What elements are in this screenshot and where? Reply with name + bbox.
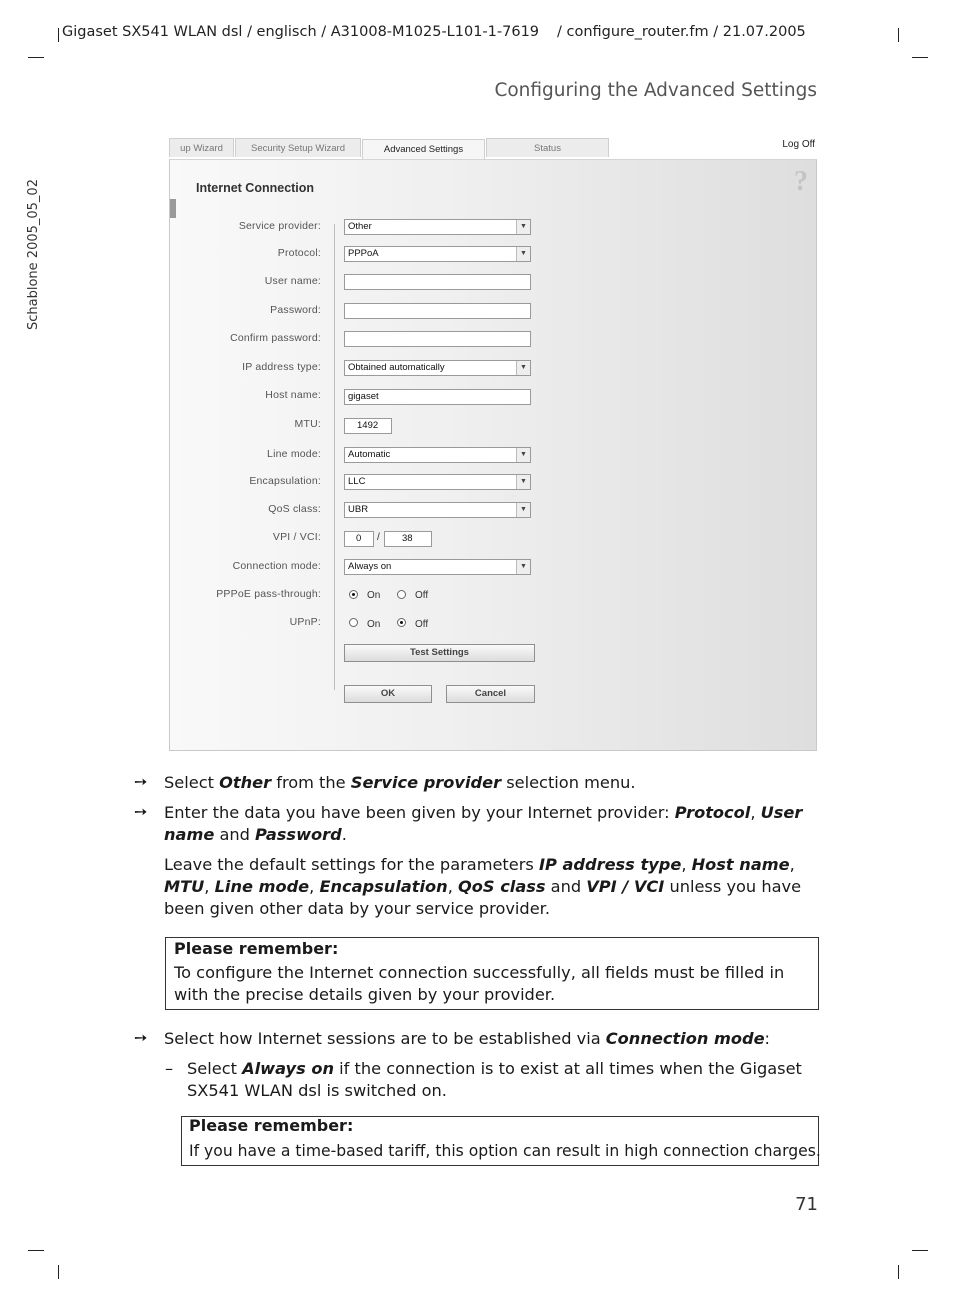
- term: Always on: [242, 1059, 335, 1078]
- term: MTU: [164, 877, 205, 896]
- remember-title: Please remember:: [174, 939, 339, 958]
- tab-status[interactable]: Status: [486, 138, 609, 157]
- dash-bullet: –: [165, 1059, 174, 1078]
- service-provider-value: Other: [348, 221, 372, 232]
- ip-address-type-label: IP address type:: [242, 361, 321, 373]
- chevron-down-icon: ▼: [516, 361, 530, 375]
- pppoe-off-label: Off: [415, 590, 429, 601]
- running-header-left: Gigaset SX541 WLAN dsl / englisch / A31008-M1025-L101-1-7619: [62, 24, 540, 40]
- qos-class-value: UBR: [348, 504, 369, 515]
- text: Leave the default settings for the parameters: [164, 855, 539, 874]
- crop-mark: [58, 1265, 59, 1279]
- chevron-down-icon: ▼: [516, 503, 530, 517]
- step-enter-data: [164, 802, 818, 846]
- term: Protocol: [674, 803, 751, 822]
- step-connection-mode: [164, 1028, 818, 1050]
- upnp-label: UPnP:: [289, 616, 321, 628]
- arrow-bullet-icon: ➙: [134, 772, 148, 791]
- crop-mark: [898, 28, 899, 42]
- tab-security-setup-wizard[interactable]: Security Setup Wizard: [235, 138, 361, 157]
- pppoe-on-radio[interactable]: [349, 590, 358, 599]
- text: ,: [750, 803, 761, 822]
- protocol-label: Protocol:: [277, 247, 321, 259]
- text: ,: [681, 855, 692, 874]
- remember-text: If you have a time-based tariff, this option can result in high connection charges.: [189, 1142, 821, 1160]
- router-ui-screenshot: [169, 137, 817, 751]
- text: selection menu.: [501, 773, 636, 792]
- text: and: [214, 825, 256, 844]
- text: Select how Internet sessions are to be established via: [164, 1029, 606, 1048]
- encapsulation-value: LLC: [348, 476, 366, 487]
- confirm-password-input[interactable]: [344, 331, 531, 347]
- crop-mark: [898, 1265, 899, 1279]
- text: unless you have been given other data by your service provider.: [164, 877, 802, 918]
- crop-mark: [28, 57, 44, 58]
- term: Encapsulation: [319, 877, 448, 896]
- host-name-input[interactable]: gigaset: [344, 389, 531, 405]
- password-input[interactable]: [344, 303, 531, 319]
- tab-advanced-settings[interactable]: Advanced Settings: [362, 139, 485, 159]
- service-provider-select[interactable]: [344, 219, 531, 235]
- line-mode-value: Automatic: [348, 449, 391, 460]
- upnp-off-label: Off: [415, 619, 429, 630]
- settings-panel: [169, 159, 817, 751]
- user-name-input[interactable]: [344, 274, 531, 290]
- chevron-down-icon: ▼: [516, 475, 530, 489]
- line-mode-label: Line mode:: [267, 448, 321, 460]
- text: .: [341, 825, 347, 844]
- option-always-on: [187, 1058, 819, 1102]
- term: Connection mode: [605, 1029, 765, 1048]
- line-mode-select[interactable]: [344, 447, 531, 463]
- chevron-down-icon: ▼: [516, 220, 530, 234]
- chevron-down-icon: ▼: [516, 247, 530, 261]
- panel-title: Internet Connection: [196, 181, 315, 195]
- template-label: Schablone 2005_05_02: [26, 179, 41, 330]
- chevron-down-icon: ▼: [516, 560, 530, 574]
- remember-box: [165, 937, 819, 1010]
- leave-defaults-paragraph: [164, 854, 818, 920]
- text: Select: [164, 773, 220, 792]
- pppoe-pass-through-label: PPPoE pass-through:: [216, 588, 321, 600]
- qos-class-label: QoS class:: [268, 503, 321, 515]
- confirm-password-label: Confirm password:: [230, 332, 321, 344]
- crop-mark: [912, 57, 928, 58]
- text: ,: [309, 877, 320, 896]
- password-label: Password:: [270, 304, 321, 316]
- remember-box: [181, 1116, 819, 1166]
- ip-address-type-value: Obtained automatically: [348, 362, 445, 373]
- scroll-marker: [170, 199, 176, 218]
- text: Select: [187, 1059, 243, 1078]
- arrow-bullet-icon: ➙: [134, 802, 148, 821]
- vpi-vci-separator: /: [377, 532, 380, 543]
- encapsulation-label: Encapsulation:: [249, 475, 321, 487]
- crop-mark: [912, 1250, 928, 1251]
- pppoe-off-radio[interactable]: [397, 590, 406, 599]
- term: Host name: [691, 855, 790, 874]
- log-off-link[interactable]: Log Off: [782, 139, 815, 150]
- vpi-vci-label: VPI / VCI:: [272, 531, 321, 543]
- remember-text: To configure the Internet connection successfully, all fields must be filled in with the precise details given by your provider.: [174, 963, 785, 1004]
- protocol-select[interactable]: [344, 246, 531, 262]
- text: ,: [204, 877, 215, 896]
- text: :: [764, 1029, 771, 1048]
- protocol-value: PPPoA: [348, 248, 379, 259]
- upnp-on-label: On: [367, 619, 381, 630]
- term: Password: [255, 825, 342, 844]
- running-header-right: / configure_router.fm / 21.07.2005: [557, 24, 806, 40]
- upnp-off-radio[interactable]: [397, 618, 406, 627]
- mtu-input[interactable]: 1492: [344, 418, 392, 434]
- text: Enter the data you have been given by your Internet provider:: [164, 803, 675, 822]
- text: and: [545, 877, 587, 896]
- encapsulation-select[interactable]: [344, 474, 531, 490]
- step-select-other: [164, 772, 818, 794]
- crop-mark: [58, 28, 59, 42]
- text: from the: [271, 773, 351, 792]
- vci-input[interactable]: 38: [384, 531, 432, 547]
- user-name-label: User name:: [264, 275, 321, 287]
- term: VPI / VCI: [586, 877, 665, 896]
- ip-address-type-select[interactable]: [344, 360, 531, 376]
- host-name-label: Host name:: [265, 389, 321, 401]
- connection-mode-value: Always on: [348, 561, 392, 572]
- test-settings-button[interactable]: Test Settings: [344, 644, 535, 662]
- cancel-button[interactable]: Cancel: [446, 685, 535, 703]
- section-title: Configuring the Advanced Settings: [494, 80, 817, 101]
- tab-bar: [169, 137, 817, 158]
- arrow-bullet-icon: ➙: [134, 1028, 148, 1047]
- service-provider-label: Service provider:: [238, 220, 321, 232]
- crop-mark: [28, 1250, 44, 1251]
- vpi-input[interactable]: 0: [344, 531, 374, 547]
- qos-class-select[interactable]: [344, 502, 531, 518]
- connection-mode-label: Connection mode:: [232, 560, 321, 572]
- term: Service provider: [350, 773, 502, 792]
- connection-mode-select[interactable]: [344, 559, 531, 575]
- term: User name: [164, 803, 803, 844]
- term: Line mode: [214, 877, 310, 896]
- text: if the connection is to exist at all times when the Gigaset SX541 WLAN dsl is switched on.: [187, 1059, 802, 1100]
- remember-title: Please remember:: [189, 1116, 354, 1135]
- tab-setup-wizard[interactable]: up Wizard: [169, 138, 234, 157]
- term: IP address type: [538, 855, 682, 874]
- page-number: 71: [795, 1194, 818, 1215]
- ok-button[interactable]: OK: [344, 685, 432, 703]
- term: QoS class: [458, 877, 546, 896]
- pppoe-on-label: On: [367, 590, 381, 601]
- chevron-down-icon: ▼: [516, 448, 530, 462]
- help-icon[interactable]: ?: [794, 166, 808, 197]
- text: ,: [789, 855, 795, 874]
- column-divider: [334, 224, 335, 690]
- text: ,: [447, 877, 459, 896]
- term: Other: [219, 773, 272, 792]
- upnp-on-radio[interactable]: [349, 618, 358, 627]
- mtu-label: MTU:: [294, 418, 321, 430]
